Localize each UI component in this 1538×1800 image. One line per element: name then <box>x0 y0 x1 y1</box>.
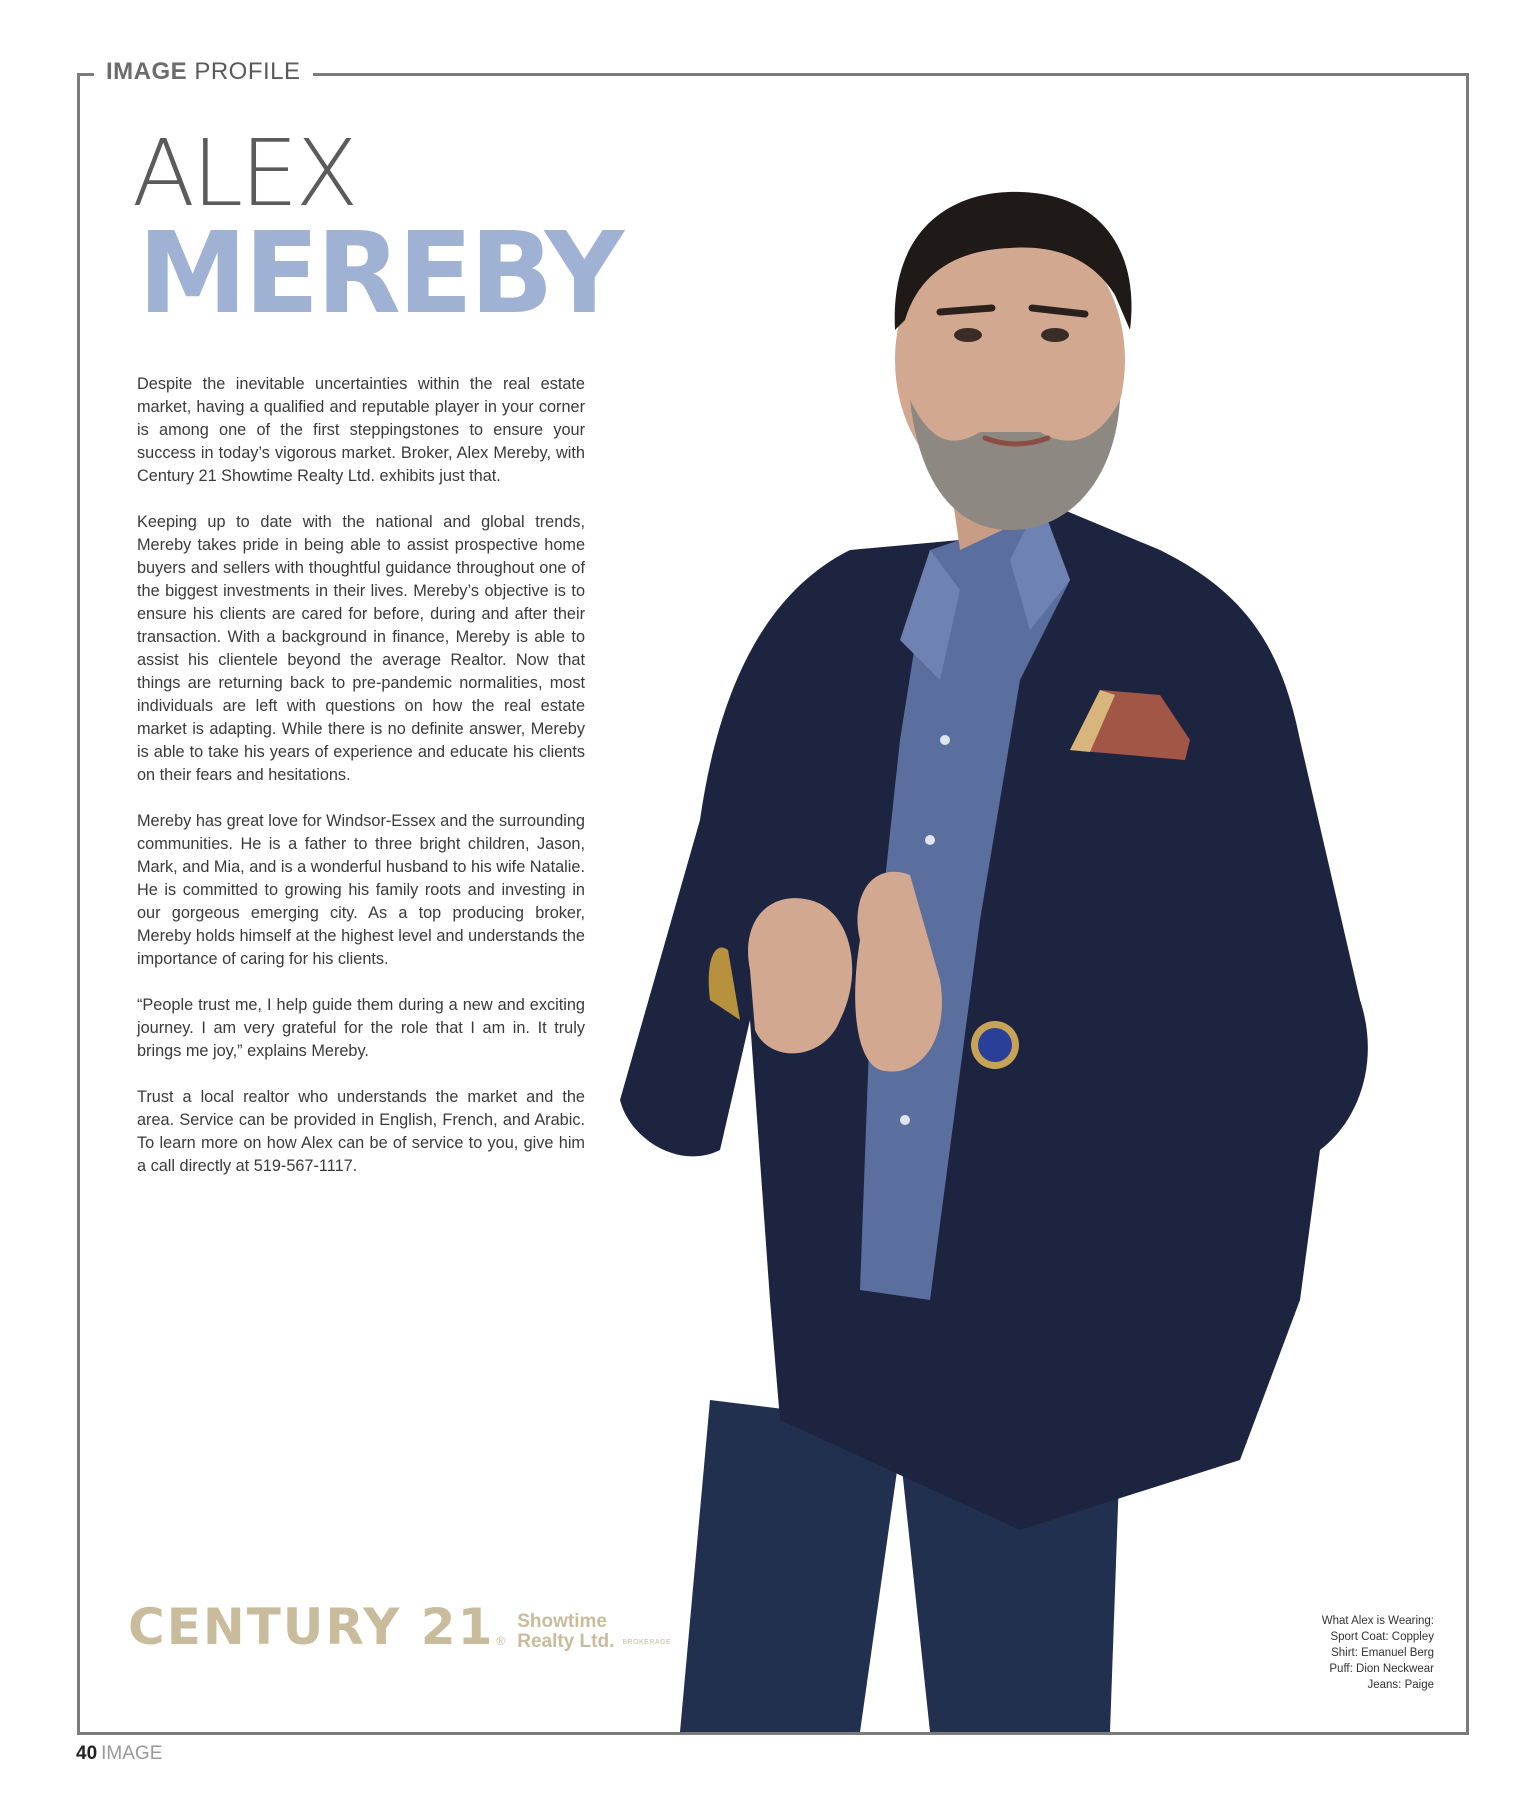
section-label-rest: PROFILE <box>187 58 301 85</box>
profile-last-name: MEREBY <box>138 209 622 339</box>
wardrobe-credits <box>1322 1613 1434 1693</box>
portrait-photo <box>600 120 1460 1732</box>
logo-line1: Showtime <box>517 1611 607 1632</box>
article-paragraph: Mereby has great love for Windsor-Essex and the surrounding communities. He is a father to three bright children, Jason, Mark, and Mia, and is a wonderful husband to his wife Natalie. He is committed to growing his family roots and investing in our gorgeous emerging city. As a top producing broker, Mereby holds himself at the highest level and understands the importance of caring for his clients. <box>137 812 585 968</box>
credits-heading: What Alex is Wearing: <box>1321 1615 1434 1627</box>
credits-line: Puff: Dion Neckwear <box>1329 1663 1434 1675</box>
section-label-bold: IMAGE <box>106 58 188 85</box>
article-paragraph: “People trust me, I help guide them during a new and exciting journey. I am very grateful for the role that I am in. It truly brings me joy,” explains Mereby. <box>137 996 585 1060</box>
article-paragraph: Trust a local realtor who understands the market and the area. Service can be provided in English, French, and Arabic. To learn more on how Alex can be of service to you, give him a call directly at 519-567-1117. <box>137 1088 585 1175</box>
page-number: 40 <box>76 1743 98 1764</box>
logo-line2: Realty Ltd. <box>517 1631 615 1652</box>
logo-registered-mark: ® <box>496 1634 506 1648</box>
century21-logo <box>128 1598 672 1656</box>
article-body <box>137 373 585 1201</box>
logo-office-name <box>517 1612 614 1652</box>
page-footer <box>76 1743 162 1765</box>
article-paragraph: Keeping up to date with the national and global trends, Mereby takes pride in being able to assist prospective home buyers and sellers with thoughtful guidance throughout one of the biggest investments in their lives. Mereby’s objective is to ensure his clients are cared for before, during and after their transaction. With a background in finance, Mereby is able to assist his clientele beyond the average Realtor. Now that things are returning back to pre-pandemic normalities, most individuals are left with questions on how the real estate market is adapting. While there is no definite answer, Mereby is able to take his years of experience and educate his clients on their fears and hesitations. <box>137 513 585 784</box>
section-label <box>94 58 313 86</box>
credits-line: Jeans: Paige <box>1367 1679 1434 1691</box>
logo-brokerage: BROKERAGE <box>622 1639 672 1646</box>
magazine-name: IMAGE <box>101 1743 163 1764</box>
profile-first-name: ALEX <box>132 120 356 227</box>
logo-wordmark: CENTURY 21 <box>128 1598 495 1656</box>
article-paragraph: Despite the inevitable uncertainties within the real estate market, having a qualified and reputable player in your corner is among one of the first steppingstones to ensure your success in today’s vigorous market. Broker, Alex Mereby, with Century 21 Showtime Realty Ltd. exhibits just that. <box>137 375 585 485</box>
credits-line: Shirt: Emanuel Berg <box>1331 1647 1434 1659</box>
credits-line: Sport Coat: Coppley <box>1330 1631 1434 1643</box>
